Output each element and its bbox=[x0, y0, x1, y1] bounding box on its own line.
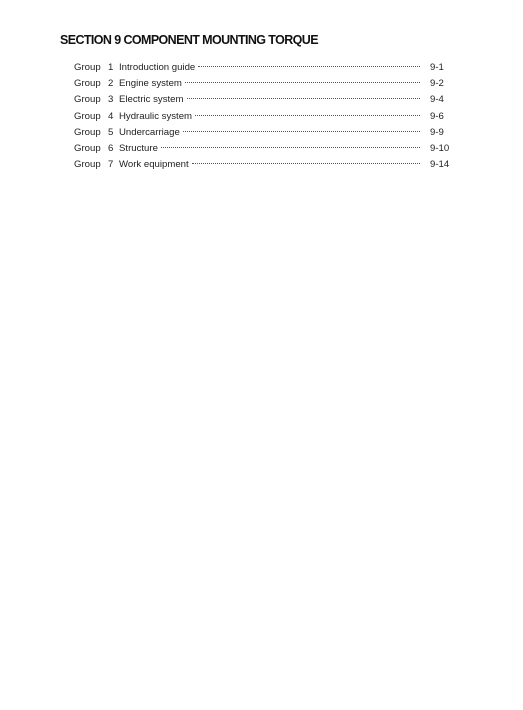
toc-page-number: 9-2 bbox=[430, 78, 444, 90]
toc-group-number: 7 bbox=[108, 159, 114, 171]
toc-entry-work-equipment[interactable] bbox=[74, 157, 454, 173]
toc-group-number: 5 bbox=[108, 126, 114, 138]
toc-group-label: Group bbox=[74, 159, 101, 171]
toc-entry-introduction-guide[interactable] bbox=[74, 60, 454, 76]
toc-entry-title: Engine system bbox=[119, 78, 182, 90]
toc-entry-title: Structure bbox=[119, 142, 158, 154]
toc-entry-title: Undercarriage bbox=[119, 126, 180, 138]
toc-group-label: Group bbox=[74, 110, 101, 122]
toc-group-label: Group bbox=[74, 126, 101, 138]
table-of-contents bbox=[74, 60, 454, 173]
toc-group-number: 6 bbox=[108, 142, 114, 154]
toc-entry-title: Introduction guide bbox=[119, 62, 196, 73]
dot-leader bbox=[185, 82, 420, 83]
toc-group-number: 4 bbox=[108, 110, 114, 122]
toc-entry-title: Hydraulic system bbox=[119, 110, 193, 122]
dot-leader bbox=[195, 115, 420, 116]
toc-page-number: 9-6 bbox=[430, 110, 444, 122]
toc-entry-structure[interactable] bbox=[74, 141, 454, 157]
dot-leader bbox=[192, 163, 420, 164]
dot-leader bbox=[161, 147, 420, 148]
toc-entry-electric-system[interactable] bbox=[74, 92, 454, 108]
toc-group-number: 1 bbox=[108, 62, 114, 73]
toc-entry-undercarriage[interactable] bbox=[74, 125, 454, 141]
toc-page-number: 9-9 bbox=[430, 126, 444, 138]
toc-group-number: 3 bbox=[108, 94, 114, 106]
toc-entry-title: Electric system bbox=[119, 94, 184, 106]
toc-group-label: Group bbox=[74, 142, 101, 154]
toc-entry-engine-system[interactable] bbox=[74, 76, 454, 92]
toc-group-label: Group bbox=[74, 78, 101, 90]
toc-page-number: 9-4 bbox=[430, 94, 444, 106]
toc-group-label: Group bbox=[74, 62, 101, 73]
toc-page-number: 9-14 bbox=[430, 159, 450, 171]
toc-group-number: 2 bbox=[108, 78, 114, 90]
toc-page-number: 9-1 bbox=[430, 62, 444, 73]
toc-page-number: 9-10 bbox=[430, 142, 450, 154]
toc-group-label: Group bbox=[74, 94, 101, 106]
toc-entry-title: Work equipment bbox=[119, 159, 189, 171]
dot-leader bbox=[183, 131, 420, 132]
toc-entry-hydraulic-system[interactable] bbox=[74, 109, 454, 125]
dot-leader bbox=[187, 98, 420, 99]
section-title: SECTION 9 COMPONENT MOUNTING TORQUE bbox=[60, 33, 318, 47]
dot-leader bbox=[198, 66, 420, 67]
